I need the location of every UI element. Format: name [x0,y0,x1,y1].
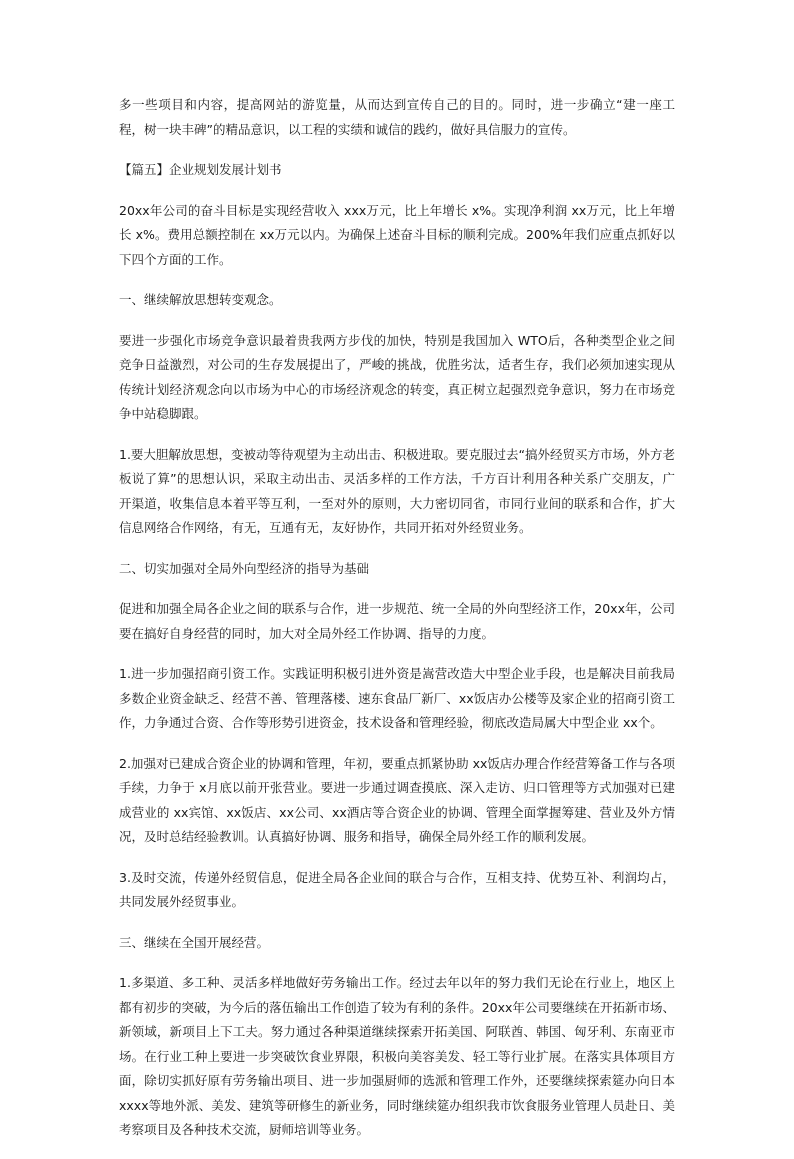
section-heading-part-one: 一、继续解放思想转变观念。 [119,292,282,307]
paragraph-item-3-information-exchange: 3.及时交流，传递外经贸信息，促进全局各企业间的联合与合作，互相支持、优势互补、利润均占，共同发展外经贸事业。 [119,869,675,909]
paragraph-item-1-labor-export: 1.多渠道、多工种、灵活多样地做好劳务输出工作。经过去年以年的努力我们无论在行业上，地区上都有初步的突破，为今后的落伍输出工作创造了较为有利的条件。20xx年公司要继续在开拓新市场、新领域，新项目上下工夫。努力通过各种渠道继续探索开拓美国、阿联酋、韩国、匈牙利、东南亚市场。在行业工种上要进一步突破饮食业界限，积极向美容美发、轻工等行业扩展。在落实具体项目方面，除切实抓好原有劳务输出项目、进一步加强厨师的选派和管理工作外，还要继续探索筵办向日本 xxxx等地外派、美发、建筑等研修生的新业务，同时继续筵办组织我市饮食服务业管理人员赴日、美考察项目及各种技术交流，厨师培训等业务。 [119,975,675,1137]
section-heading-part-two: 二、切实加强对全局外向型经济的指导为基础 [119,560,370,576]
paragraph-annual-goals: 20xx年公司的奋斗目标是实现经营收入 xxx万元，比上年增长 x%。实现净利润 xx万元，比上年增长 x%。费用总额控制在 xx万元以内。为确保上述奋斗目标的顺利完成。200%年我们应重点抓好以下四个方面的工作。 [119,202,675,267]
paragraph-item-1-liberate-thinking: 1.要大胆解放思想，变被动等待观望为主动出击、积极进取。要克服过去“搞外经贸买方市场，外方老板说了算”的思想认识，采取主动出击、灵活多样的工作方法，千方百计利用各种关系广交朋友，广开渠道，收集信息本着平等互利，一至对外的原则，大力密切同省，市同行业间的联系和合作，扩大信息网络合作网络，有无，互通有无，友好协作，共同开拓对外经贸业务。 [119,446,675,535]
paragraph-item-2-joint-ventures: 2.加强对已建成合资企业的协调和管理，年初，要重点抓紧协助 xx饭店办理合作经营筹备工作与各项手续，力争于 x月底以前开张营业。要进一步通过调查摸底、深入走访、归口管理等方式加强对已建成营业的 xx宾馆、xx饭店、xx公司、xx酒店等合资企业的协调、管理全面掌握筹建、营业及外方情况，及时总结经验教训。认真搞好协调、服务和指导，确保全局外经工作的顺利发展。 [119,755,675,844]
document-page [119,93,675,1159]
paragraph-cooperation: 促进和加强全局各企业之间的联系与合作，进一步规范、统一全局的外向型经济工作，20xx年，公司要在搞好自身经营的同时，加大对全局外经工作协调、指导的力度。 [119,601,675,641]
paragraph-intro-continuation: 多一些项目和内容，提高网站的游览量，从而达到宣传自己的目的。同时，进一步确立“建一座工程，树一块丰碑”的精品意识，以工程的实绩和诚信的践约，做好具信服力的宣传。 [119,97,675,137]
section-heading-part-three: 三、继续在全国开展经营。 [119,934,270,950]
paragraph-item-1-investment: 1.进一步加强招商引资工作。实践证明积极引进外资是嵩营改造大中型企业手段，也是解决目前我局多数企业资金缺乏、经营不善、管理落楼、速东食品厂新厂、xx饭店办公楼等及家企业的招商引资工作，力争通过合资、合作等形势引进资金，技术设备和管理经验，彻底改造局属大中型企业 xx个。 [119,666,675,730]
paragraph-market-competition: 要进一步强化市场竞争意识最着贵我两方步伐的加快，特别是我国加入 WTO后，各种类型企业之间竞争日益激烈，对公司的生存发展提出了，严峻的挑战，优胜劣汰，适者生存，我们必须加速实现从传统计划经济观念向以市场为中心的市场经济观念的转变，真正树立起强烈竞争意识，努力在市场竞争中站稳脚跟。 [119,332,675,421]
section-heading-article-five: 【篇五】企业规划发展计划书 [119,162,282,177]
